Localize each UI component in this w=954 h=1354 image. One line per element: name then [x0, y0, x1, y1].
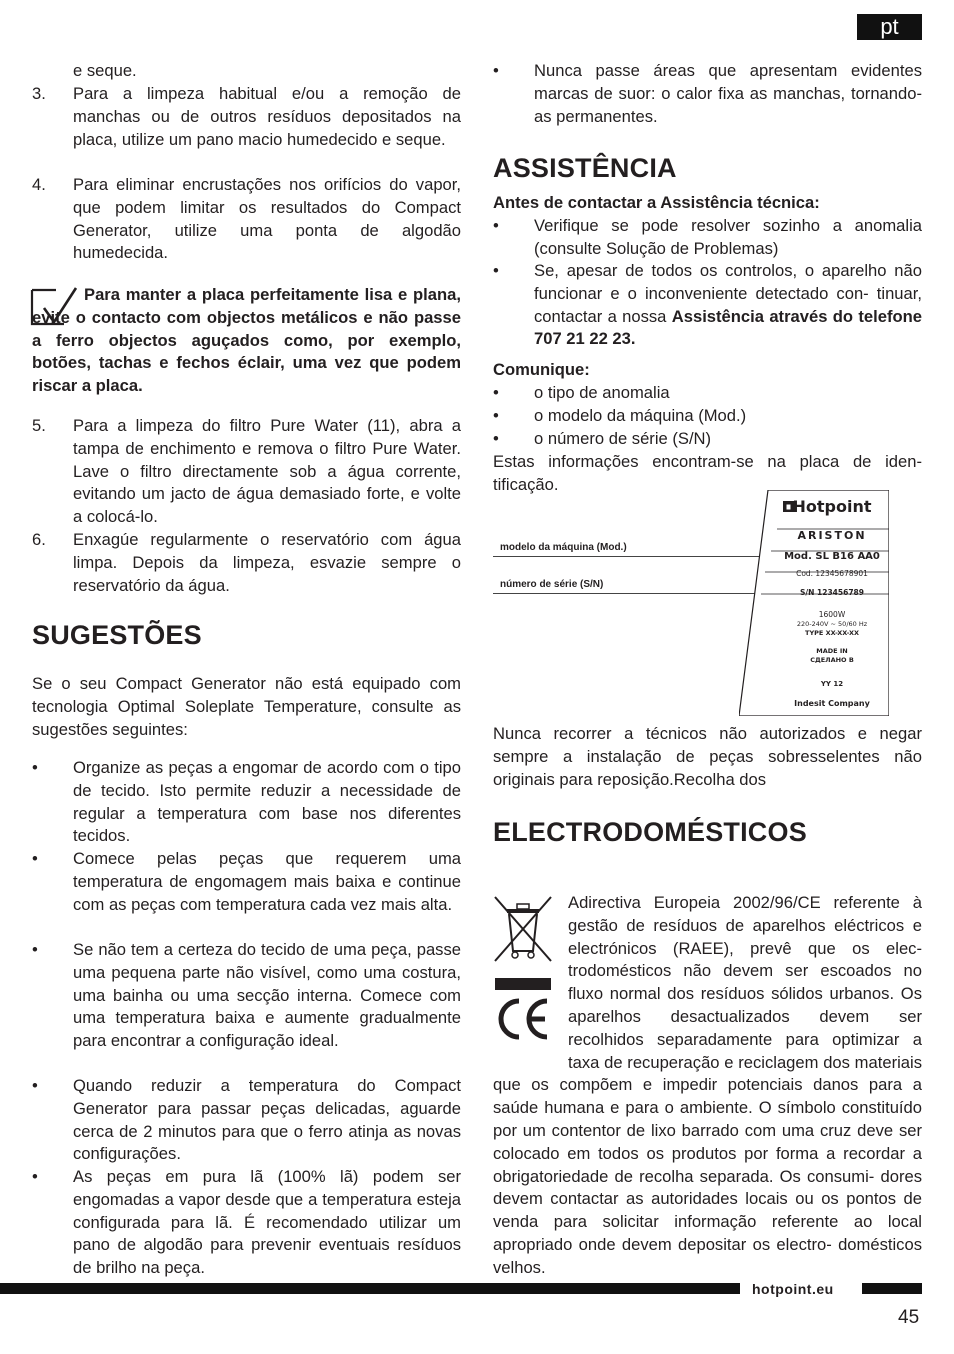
bullet-dot: •	[493, 383, 499, 402]
bullet-text: o número de série (S/N)	[534, 429, 712, 448]
plate-type: TYPE XX-XX-XX	[805, 629, 859, 637]
continued-text: e seque.	[73, 61, 137, 80]
bullet-text: o tipo de anomalia	[534, 383, 670, 402]
brand-logo-hotpoint: Hotpoint	[792, 497, 872, 516]
plate-made-in-ru: СДЕЛАНО В	[810, 656, 854, 664]
assist-text: Se, apesar de todos os controlos, o aparelho não funcionar e o inconveniente detectado con- tinuar, contactar a nossa	[534, 261, 922, 326]
comunique-title: Comunique:	[493, 360, 590, 379]
section-title-assistencia: ASSISTÊNCIA	[493, 153, 677, 183]
directive-text	[493, 892, 922, 1280]
icon-float-spacer	[493, 892, 568, 1052]
plate-cod: Cod. 12345678901	[796, 569, 868, 578]
bullet-text	[534, 260, 922, 351]
section-title-electrodomesticos: ELECTRODOMÉSTICOS	[493, 817, 807, 847]
bullet-text: As peças em pura lã (100% lã) podem ser engomadas a vapor desde que a temperatura esteja configurada para lã. É recomendado utilizar um pano de algodão para prevenir eventuais resíduos de brilho na peça.	[73, 1167, 461, 1278]
item-text: Para eliminar encrustações nos orifícios do vapor, que podem limitar os resultados do Compact Generator, utilize uma ponta de algodão humedecida.	[73, 175, 461, 263]
bullet-dot: •	[493, 61, 499, 80]
rating-plate	[739, 490, 889, 716]
item-number: 4.	[32, 175, 46, 194]
bullet-text: Se não tem a certeza do tecido de uma peça, passe uma pequena parte não visível, como uma costura, uma bainha ou uma secção interna. Comece com uma temperatura baixa e aumente gradualmente para encontrar a configuração ideal.	[73, 940, 461, 1051]
bullet-dot: •	[32, 1076, 38, 1095]
bullet-dot: •	[32, 849, 38, 868]
section-title-sugestoes: SUGESTÕES	[32, 620, 202, 650]
page-number: 45	[898, 1307, 920, 1328]
info-text: Estas informações encontram-se na placa de iden- tificação.	[493, 452, 922, 494]
plate-serial: S/N 123456789	[800, 588, 864, 597]
item-text: Para a limpeza habitual e/ou a remoção de manchas ou de outros resíduos depositados na placa, utilize um pano macio humedecido e seque.	[73, 84, 461, 149]
bullet-text: Nunca passe áreas que apresentam evidentes marcas de suor: o calor fixa as manchas, tornando-as permanentes.	[534, 61, 922, 126]
bullet-dot: •	[493, 429, 499, 448]
item-number: 5.	[32, 416, 46, 435]
language-tab: pt	[857, 14, 922, 40]
plate-voltage: 220-240V ~ 50/60 Hz	[796, 620, 868, 628]
assist-phone: Assistência através do telefone 707 21 22 23.	[534, 306, 922, 349]
item-number: 3.	[32, 84, 46, 103]
plate-company: Indesit Company	[794, 699, 870, 708]
item-text: Enxagúe regularmente o reservatório com água limpa. Depois da limpeza, esvazie sempre o reservatório da água.	[73, 530, 461, 595]
never-text: Nunca recorrer a técnicos não autorizados e negar sempre a instalação de peças sobresselentes não originais para reposição.Recolha dos	[493, 724, 922, 789]
plate-power: 1600W	[818, 610, 846, 619]
footer-bar-right	[862, 1283, 922, 1294]
note-text: Para manter a placa perfeitamente lisa e plana, evite o contacto com objectos metálicos e não passe a ferro objectos aguçados como, por exemplo, botões, tachas e fechos éclair, uma vez que podem riscar a placa.	[32, 285, 461, 396]
bullet-dot: •	[32, 758, 38, 777]
plate-year: YY 12	[820, 680, 844, 688]
bullet-dot: •	[493, 261, 499, 280]
bullet-dot: •	[493, 406, 499, 425]
serial-leader-line	[493, 593, 763, 594]
sugestoes-intro: Se o seu Compact Generator não está equipado com tecnologia Optimal Soleplate Temperature, consulte as sugestões seguintes:	[32, 674, 461, 739]
item-text: Para a limpeza do filtro Pure Water (11), abra a tampa de enchimento e remova o filtro Pure Water. Lave o filtro directamente sob a água corrente, evitando um jacto de água demasiado forte, e volte a colocá-lo.	[73, 416, 461, 527]
bullet-dot: •	[32, 1167, 38, 1186]
bullet-text: Comece pelas peças que requerem uma temperatura de engomagem mais baixa e continue com as peças com temperatura cada vez mais alta.	[73, 849, 461, 914]
plate-made-in: MADE IN	[816, 647, 848, 655]
plate-model: Mod. SL B16 AA0	[784, 551, 880, 562]
directive-body: Adirectiva Europeia 2002/96/CE referente à gestão de resíduos de aparelhos eléctricos e electrónicos (RAEE), prevê que os elec- trodomésticos não devem ser escoados no fluxo normal dos resíduos sólidos urbanos. Os aparelhos desactualizados devem ser recolhidos separadamente para optimizar a taxa de recuperação e reciclagem dos materiais que os compõem e impedir potenciais danos para a saúde humana e para o ambiente. O símbolo constituído por um contentor de lixo barrado com uma cruz deve ser colocado em todos os produtos por forma a recordar a obrigatoriedade de recolha separada. Os consumi- dores devem contactar as autoridades locais ou os pontos de venda para solicitar informação referente ao local apropriado onde devem depositar os electro- domésticos velhos.	[493, 893, 922, 1277]
bullet-text: o modelo da máquina (Mod.)	[534, 406, 747, 425]
model-label: modelo da máquina (Mod.)	[500, 542, 627, 553]
bullet-text: Quando reduzir a temperatura do Compact Generator para passar peças delicadas, aguarde cerca de 2 minutos para que o ferro atinja as novas configurações.	[73, 1076, 461, 1164]
serial-label: número de série (S/N)	[500, 579, 604, 590]
bullet-text: Organize as peças a engomar de acordo com o tipo de tecido. Isto permite reduzir a necessidade de regular a temperatura com base nos diferentes tecidos.	[73, 758, 461, 846]
assist-subtitle: Antes de contactar a Assistência técnica:	[493, 193, 820, 212]
item-number: 6.	[32, 530, 46, 549]
footer-bar	[0, 1283, 740, 1294]
brand-logo-ariston: ARISTON	[797, 529, 867, 542]
footer-url: hotpoint.eu	[752, 1281, 834, 1297]
bullet-text: Verifique se pode resolver sozinho a anomalia (consulte Solução de Problemas)	[534, 216, 922, 258]
model-leader-line	[493, 556, 769, 557]
bullet-dot: •	[32, 940, 38, 959]
bullet-dot: •	[493, 216, 499, 235]
